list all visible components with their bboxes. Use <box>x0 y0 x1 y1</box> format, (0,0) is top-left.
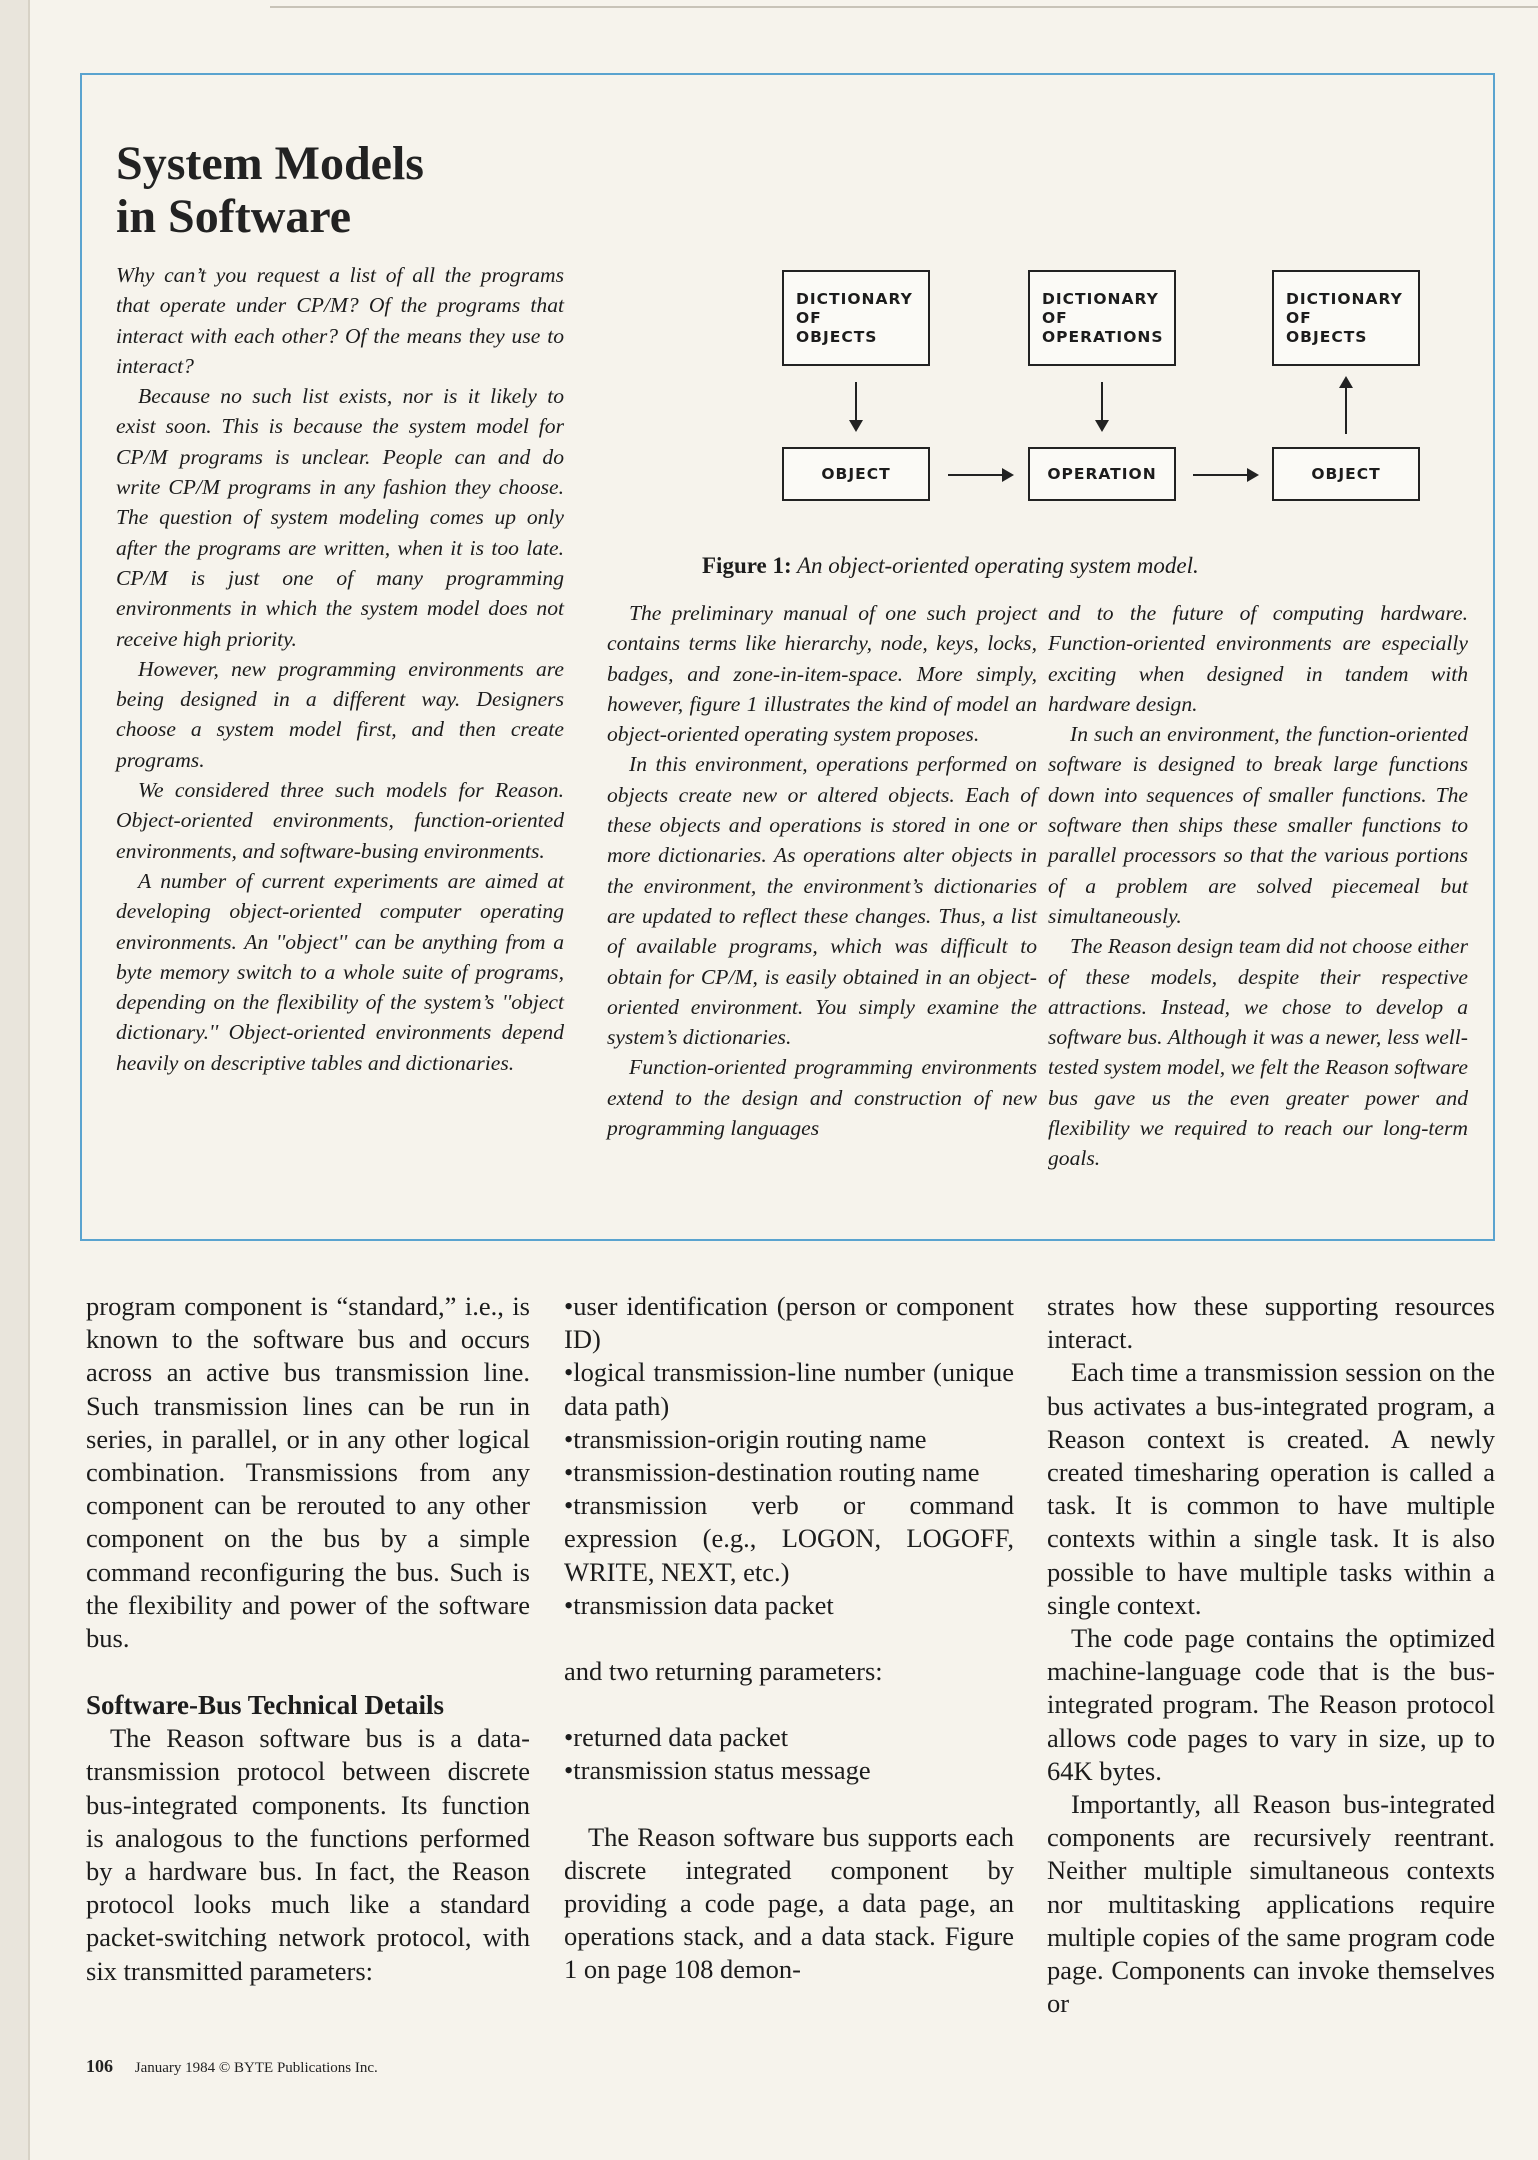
sidebar-title <box>116 137 556 243</box>
dictionary-of-objects-output-box <box>1272 270 1420 366</box>
box-label-line: DICTIONARY <box>1042 290 1159 308</box>
arrow-down-icon <box>1101 382 1103 422</box>
sidebar-box <box>80 73 1495 1241</box>
article-paragraph: The Reason software bus is a data-transmission protocol between discrete bus-integrated components. Its function is analogous to the functions performed by a hardware bus. In fact, the Reason protocol looks much like a standard packet-switching network protocol, with six transmitted parameters: <box>86 1723 530 1986</box>
article-paragraph: strates how these supporting resources interact. <box>1047 1291 1495 1355</box>
sidebar-title-line2: in Software <box>116 190 352 243</box>
figure-caption <box>702 553 1538 579</box>
article-column-2 <box>564 1290 1014 1987</box>
list-item: • transmission-destination routing name <box>564 1456 1014 1489</box>
article-paragraph: Each time a transmission session on the bus activates a bus-integrated program, a Reason context is created. A newly created timesharing operation is called a task. It is common to have multiple contexts within a single task. It is also possible to have multiple tasks within a single context. <box>1047 1357 1495 1620</box>
sidebar-paragraph: However, new programming environments are being designed in a different way. Designers choose a system model first, and then create programs. <box>116 656 564 772</box>
article-paragraph: program component is “standard,” i.e., is known to the software bus and occurs across an active bus transmission line. Such transmission lines can be run in series, in parallel, or in any other logical combination. Transmissions from any component can be rerouted to any other component on the bus by a simple command reconfiguring the bus. Such is the flexibility and power of the software bus. <box>86 1291 530 1654</box>
figure-caption-label: Figure 1: <box>702 553 792 578</box>
list-item: • returned data packet <box>564 1721 1014 1754</box>
sidebar-paragraph: The Reason design team did not choose either of these models, despite their respective attractions. Instead, we chose to develop a software bus. Although it was a newer, less well-tested system model, we felt the Reason software bus gave us the even greater power and flexibility we required to reach our long-term goals. <box>1048 934 1468 1171</box>
sidebar-column-2 <box>607 598 1037 1143</box>
box-label-line: DICTIONARY <box>1286 290 1403 308</box>
box-label-line: DICTIONARY <box>796 290 913 308</box>
list-item: • logical transmission-line number (unique data path) <box>564 1356 1014 1422</box>
arrow-down-icon <box>855 382 857 422</box>
list-item: • user identification (person or component ID) <box>564 1290 1014 1356</box>
sidebar-column-3 <box>1048 598 1468 1174</box>
article-column-3 <box>1047 1290 1495 2020</box>
sidebar-paragraph: A number of current experiments are aimed at developing object-oriented computer operating environments. An ''object'' can be anything from a byte memory switch to a whole suite of programs, depending on the flexibility of the system’s ''object dictionary.'' Object-oriented environments depend heavily on descriptive tables and dictionaries. <box>116 868 564 1075</box>
arrow-right-icon <box>948 474 1004 476</box>
dictionary-of-objects-box <box>782 270 930 366</box>
page-footer <box>86 2056 378 2077</box>
object-output-box: OBJECT <box>1272 447 1420 501</box>
page-edge-line <box>28 0 30 2160</box>
figure-caption-text: An object-oriented operating system model. <box>791 553 1199 578</box>
article-paragraph: Importantly, all Reason bus-integrated components are recursively reentrant. Neither multiple simultaneous contexts nor multitasking applications require multiple copies of the same program code page. Components can invoke themselves or <box>1047 1789 1495 2019</box>
arrow-up-icon <box>1345 386 1347 434</box>
box-label-line: OBJECTS <box>796 328 878 346</box>
sidebar-paragraph: Why can’t you request a list of all the programs that operate under CP/M? Of the programs that interact with each other? Of the means they use to interact? <box>116 263 564 378</box>
box-label-line: OBJECTS <box>1286 328 1368 346</box>
sidebar-paragraph: In this environment, operations performed on objects create new or altered objects. Each of these objects and operations is stored in one or more dictionaries. As operations alter objects in the environment, the environment’s dictionaries are updated to reflect these changes. Thus, a list of available programs, which was difficult to obtain for CP/M, is easily obtained in an object-oriented environment. You simply examine the system’s dictionaries. <box>607 752 1037 1050</box>
sidebar-column-1 <box>116 260 564 1078</box>
page-number: 106 <box>86 2056 113 2076</box>
list-item: • transmission data packet <box>564 1589 1014 1622</box>
article-paragraph: The code page contains the optimized machine-language code that is the bus-integrated program. The Reason protocol allows code pages to vary in size, up to 64K bytes. <box>1047 1623 1495 1786</box>
list-item: • transmission status message <box>564 1754 1014 1787</box>
sidebar-paragraph: The preliminary manual of one such project contains terms like hierarchy, node, keys, locks, badges, and zone-in-item-space. More simply, however, figure 1 illustrates the kind of model an object-oriented operating system proposes. <box>607 601 1037 747</box>
sidebar-paragraph: Function-oriented programming environments extend to the design and construction of new programming languages <box>607 1055 1037 1141</box>
sidebar-paragraph: In such an environment, the function-oriented software is designed to break large functions down into sequences of smaller functions. The software then ships these smaller functions to parallel processors so that the various portions of a problem are solved piecemeal but simultaneously. <box>1048 722 1468 928</box>
article-column-1 <box>86 1290 530 1988</box>
sidebar-title-line1: System Models <box>116 137 424 190</box>
sidebar-paragraph: We considered three such models for Reason. Object-oriented environments, function-oriented environments, and software-busing environments. <box>116 778 564 863</box>
article-paragraph: The Reason software bus supports each discrete integrated component by providing a code page, a data page, an operations stack, and a data stack. Figure 1 on page 108 demon- <box>564 1821 1014 1985</box>
box-label-line: OF <box>1286 309 1312 327</box>
sidebar-paragraph: Because no such list exists, nor is it likely to exist soon. This is because the system model for CP/M programs is unclear. People can and do write CP/M programs in any fashion they choose. The question of system modeling comes up only after the programs are written, when it is too late. CP/M is just one of many programming environments in which the system model does not receive high priority. <box>116 384 564 651</box>
list-item: • transmission verb or command expression (e.g., LOGON, LOGOFF, WRITE, NEXT, etc.) <box>564 1489 1014 1589</box>
sidebar-paragraph: and to the future of computing hardware. Function-oriented environments are especially exciting when designed in tandem with hardware design. <box>1048 601 1468 716</box>
box-label-line: OF <box>796 309 822 327</box>
top-rule <box>270 6 1538 8</box>
section-heading: Software-Bus Technical Details <box>86 1690 445 1721</box>
object-input-box: OBJECT <box>782 447 930 501</box>
dictionary-of-operations-box <box>1028 270 1176 366</box>
page-edge <box>0 0 28 2160</box>
footer-publication: January 1984 © BYTE Publications Inc. <box>134 2060 378 2076</box>
box-label-line: OPERATIONS <box>1042 328 1164 346</box>
box-label-line: OF <box>1042 309 1068 327</box>
article-paragraph: and two returning parameters: <box>564 1656 883 1687</box>
figure-1-diagram <box>702 190 1538 578</box>
operation-box: OPERATION <box>1028 447 1176 501</box>
list-item: • transmission-origin routing name <box>564 1423 1014 1456</box>
arrow-right-icon <box>1193 474 1249 476</box>
